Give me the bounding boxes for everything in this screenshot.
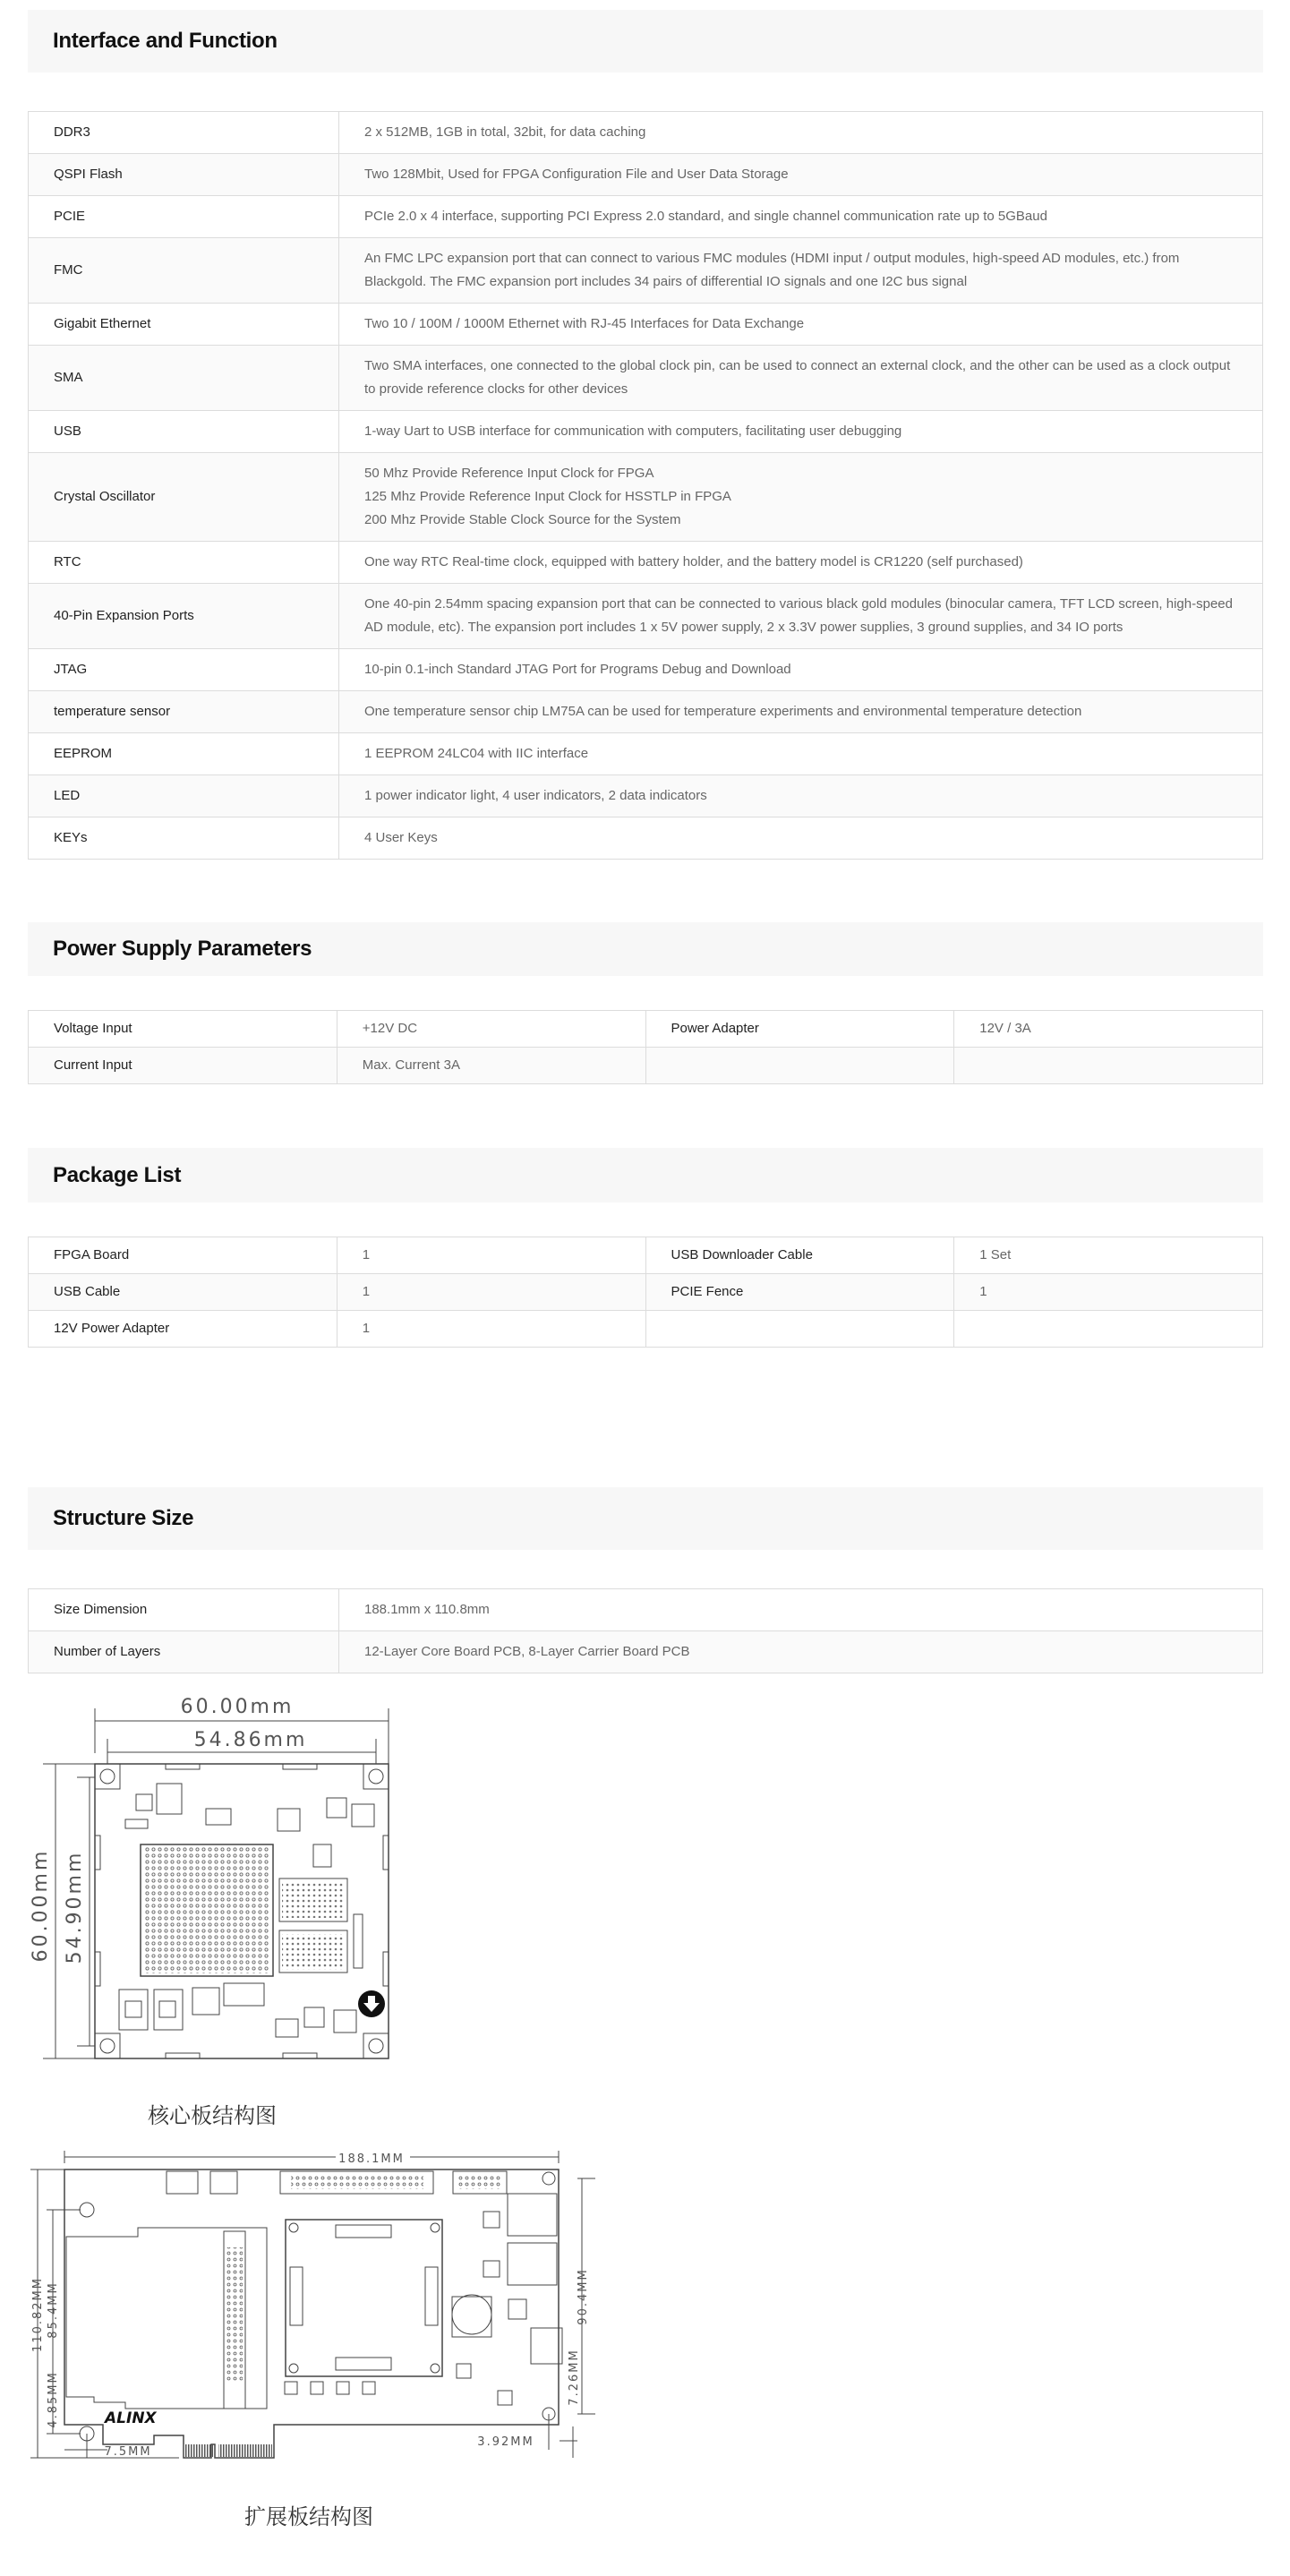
dim-hole-span-left: 85.4MM [47, 2281, 60, 2339]
row-value: 1-way Uart to USB interface for communication with computers, facilitating user debugging [339, 411, 1263, 453]
table-row [29, 346, 1263, 411]
row-label: Number of Layers [29, 1631, 339, 1673]
table-row [29, 1274, 1263, 1311]
row-label: temperature sensor [29, 691, 339, 733]
cell-value: 12V / 3A [954, 1011, 1263, 1048]
row-value: 1 power indicator light, 4 user indicators, 2 data indicators [339, 775, 1263, 817]
cell-label: Power Adapter [645, 1011, 954, 1048]
cell-label: Current Input [29, 1048, 337, 1084]
row-label: DDR3 [29, 112, 339, 154]
carrier-board-caption: 扩展板结构图 [244, 2504, 373, 2529]
row-value-line: 125 Mhz Provide Reference Input Clock for HSSTLP in FPGA [364, 489, 731, 504]
section-header-interface [28, 10, 1263, 73]
row-label: Gigabit Ethernet [29, 304, 339, 346]
row-value: PCIe 2.0 x 4 interface, supporting PCI Express 2.0 standard, and single channel communication rate up to 5GBaud [339, 196, 1263, 238]
table-row [29, 1311, 1263, 1348]
row-value: One way RTC Real-time clock, equipped with battery holder, and the battery model is CR1220 (self purchased) [339, 542, 1263, 584]
table-row [29, 542, 1263, 584]
cell-value: 1 [337, 1274, 645, 1311]
table-row [29, 196, 1263, 238]
cell-value [954, 1048, 1263, 1084]
cell-label [645, 1311, 954, 1348]
row-value: Two SMA interfaces, one connected to the global clock pin, can be used to connect an external clock, and the other can be used as a clock output to provide reference clocks for other devices [339, 346, 1263, 411]
table-row [29, 304, 1263, 346]
table-row [29, 154, 1263, 196]
cell-label: Voltage Input [29, 1011, 337, 1048]
row-label: LED [29, 775, 339, 817]
interface-table [28, 111, 1263, 860]
cell-value: 1 [337, 1311, 645, 1348]
structure-table [28, 1588, 1263, 1673]
carrier-board-drawing [0, 2131, 609, 2507]
table-row [29, 817, 1263, 860]
table-row [29, 584, 1263, 649]
dim-height: 110.82MM [31, 2277, 45, 2352]
cell-label: 12V Power Adapter [29, 1311, 337, 1348]
table-row [29, 453, 1263, 542]
row-label: Crystal Oscillator [29, 453, 339, 542]
package-table [28, 1237, 1263, 1348]
cell-label: PCIE Fence [645, 1274, 954, 1311]
row-value: One temperature sensor chip LM75A can be used for temperature experiments and environmental temperature detection [339, 691, 1263, 733]
row-value: Two 128Mbit, Used for FPGA Configuration File and User Data Storage [339, 154, 1263, 196]
table-row [29, 1631, 1263, 1673]
row-value: 2 x 512MB, 1GB in total, 32bit, for data caching [339, 112, 1263, 154]
table-row [29, 1011, 1263, 1048]
section-header-power [28, 922, 1263, 976]
section-title: Package List [53, 1162, 182, 1187]
row-value-line: 200 Mhz Provide Stable Clock Source for the System [364, 512, 681, 527]
dim-height-inner: 54.90mm [64, 1850, 86, 1964]
cell-label [645, 1048, 954, 1084]
table-row [29, 691, 1263, 733]
cell-label: USB Downloader Cable [645, 1237, 954, 1274]
table-row [29, 1237, 1263, 1274]
cell-value: 1 [954, 1274, 1263, 1311]
cell-value [954, 1311, 1263, 1348]
row-value: 188.1mm x 110.8mm [339, 1589, 1263, 1631]
row-value: Two 10 / 100M / 1000M Ethernet with RJ-45 Interfaces for Data Exchange [339, 304, 1263, 346]
cell-value: +12V DC [337, 1011, 645, 1048]
section-title: Structure Size [53, 1506, 194, 1530]
row-label: QSPI Flash [29, 154, 339, 196]
dim-width-outer: 60.00mm [180, 1696, 295, 1718]
row-value-line: 50 Mhz Provide Reference Input Clock for FPGA [364, 466, 654, 481]
cell-value: 1 Set [954, 1237, 1263, 1274]
cell-label: FPGA Board [29, 1237, 337, 1274]
row-label: PCIE [29, 196, 339, 238]
dim-left-offset: 7.5MM [104, 2445, 152, 2459]
section-header-package [28, 1148, 1263, 1202]
dim-bottom-left: 4.85MM [47, 2371, 60, 2428]
table-row [29, 1048, 1263, 1084]
cell-value: 1 [337, 1237, 645, 1274]
row-label: 40-Pin Expansion Ports [29, 584, 339, 649]
core-board-drawing [0, 1683, 412, 2077]
cell-value: Max. Current 3A [337, 1048, 645, 1084]
row-label: SMA [29, 346, 339, 411]
row-label: USB [29, 411, 339, 453]
table-row [29, 238, 1263, 304]
table-row [29, 411, 1263, 453]
row-value: 1 EEPROM 24LC04 with IIC interface [339, 733, 1263, 775]
core-board-caption: 核心板结构图 [148, 2103, 277, 2128]
dim-width: 188.1MM [338, 2152, 405, 2166]
dim-width-inner: 54.86mm [193, 1729, 308, 1751]
row-value: 4 User Keys [339, 817, 1263, 860]
dim-hole-span-right: 90.4MM [577, 2268, 590, 2325]
row-value: 10-pin 0.1-inch Standard JTAG Port for Programs Debug and Download [339, 649, 1263, 691]
dim-right-offset: 3.92MM [477, 2435, 534, 2449]
row-label: KEYs [29, 817, 339, 860]
power-table [28, 1010, 1263, 1084]
row-label: EEPROM [29, 733, 339, 775]
row-label: Size Dimension [29, 1589, 339, 1631]
alinx-logo: ALINX [105, 2409, 157, 2427]
row-label: JTAG [29, 649, 339, 691]
section-title: Power Supply Parameters [53, 937, 312, 961]
table-row [29, 733, 1263, 775]
section-header-structure [28, 1487, 1263, 1550]
row-label: RTC [29, 542, 339, 584]
cell-label: USB Cable [29, 1274, 337, 1311]
table-row [29, 112, 1263, 154]
row-value: An FMC LPC expansion port that can connect to various FMC modules (HDMI input / output modules, high-speed AD modules, etc.) from Blackgold. The FMC expansion port includes 34 pairs of differential IO signals and one I2C bus signal [339, 238, 1263, 304]
row-label: FMC [29, 238, 339, 304]
row-value: 12-Layer Core Board PCB, 8-Layer Carrier Board PCB [339, 1631, 1263, 1673]
row-value [339, 453, 1263, 542]
row-value: One 40-pin 2.54mm spacing expansion port that can be connected to various black gold modules (binocular camera, TFT LCD screen, high-speed AD module, etc). The expansion port includes 1 x 5V power supply, 2 x 3.3V power supplies, 3 ground supplies, and 34 IO ports [339, 584, 1263, 649]
dim-height-outer: 60.00mm [30, 1848, 52, 1963]
table-row [29, 775, 1263, 817]
table-row [29, 649, 1263, 691]
table-row [29, 1589, 1263, 1631]
section-title: Interface and Function [53, 29, 278, 53]
dim-right-bottom: 7.26MM [568, 2349, 581, 2406]
